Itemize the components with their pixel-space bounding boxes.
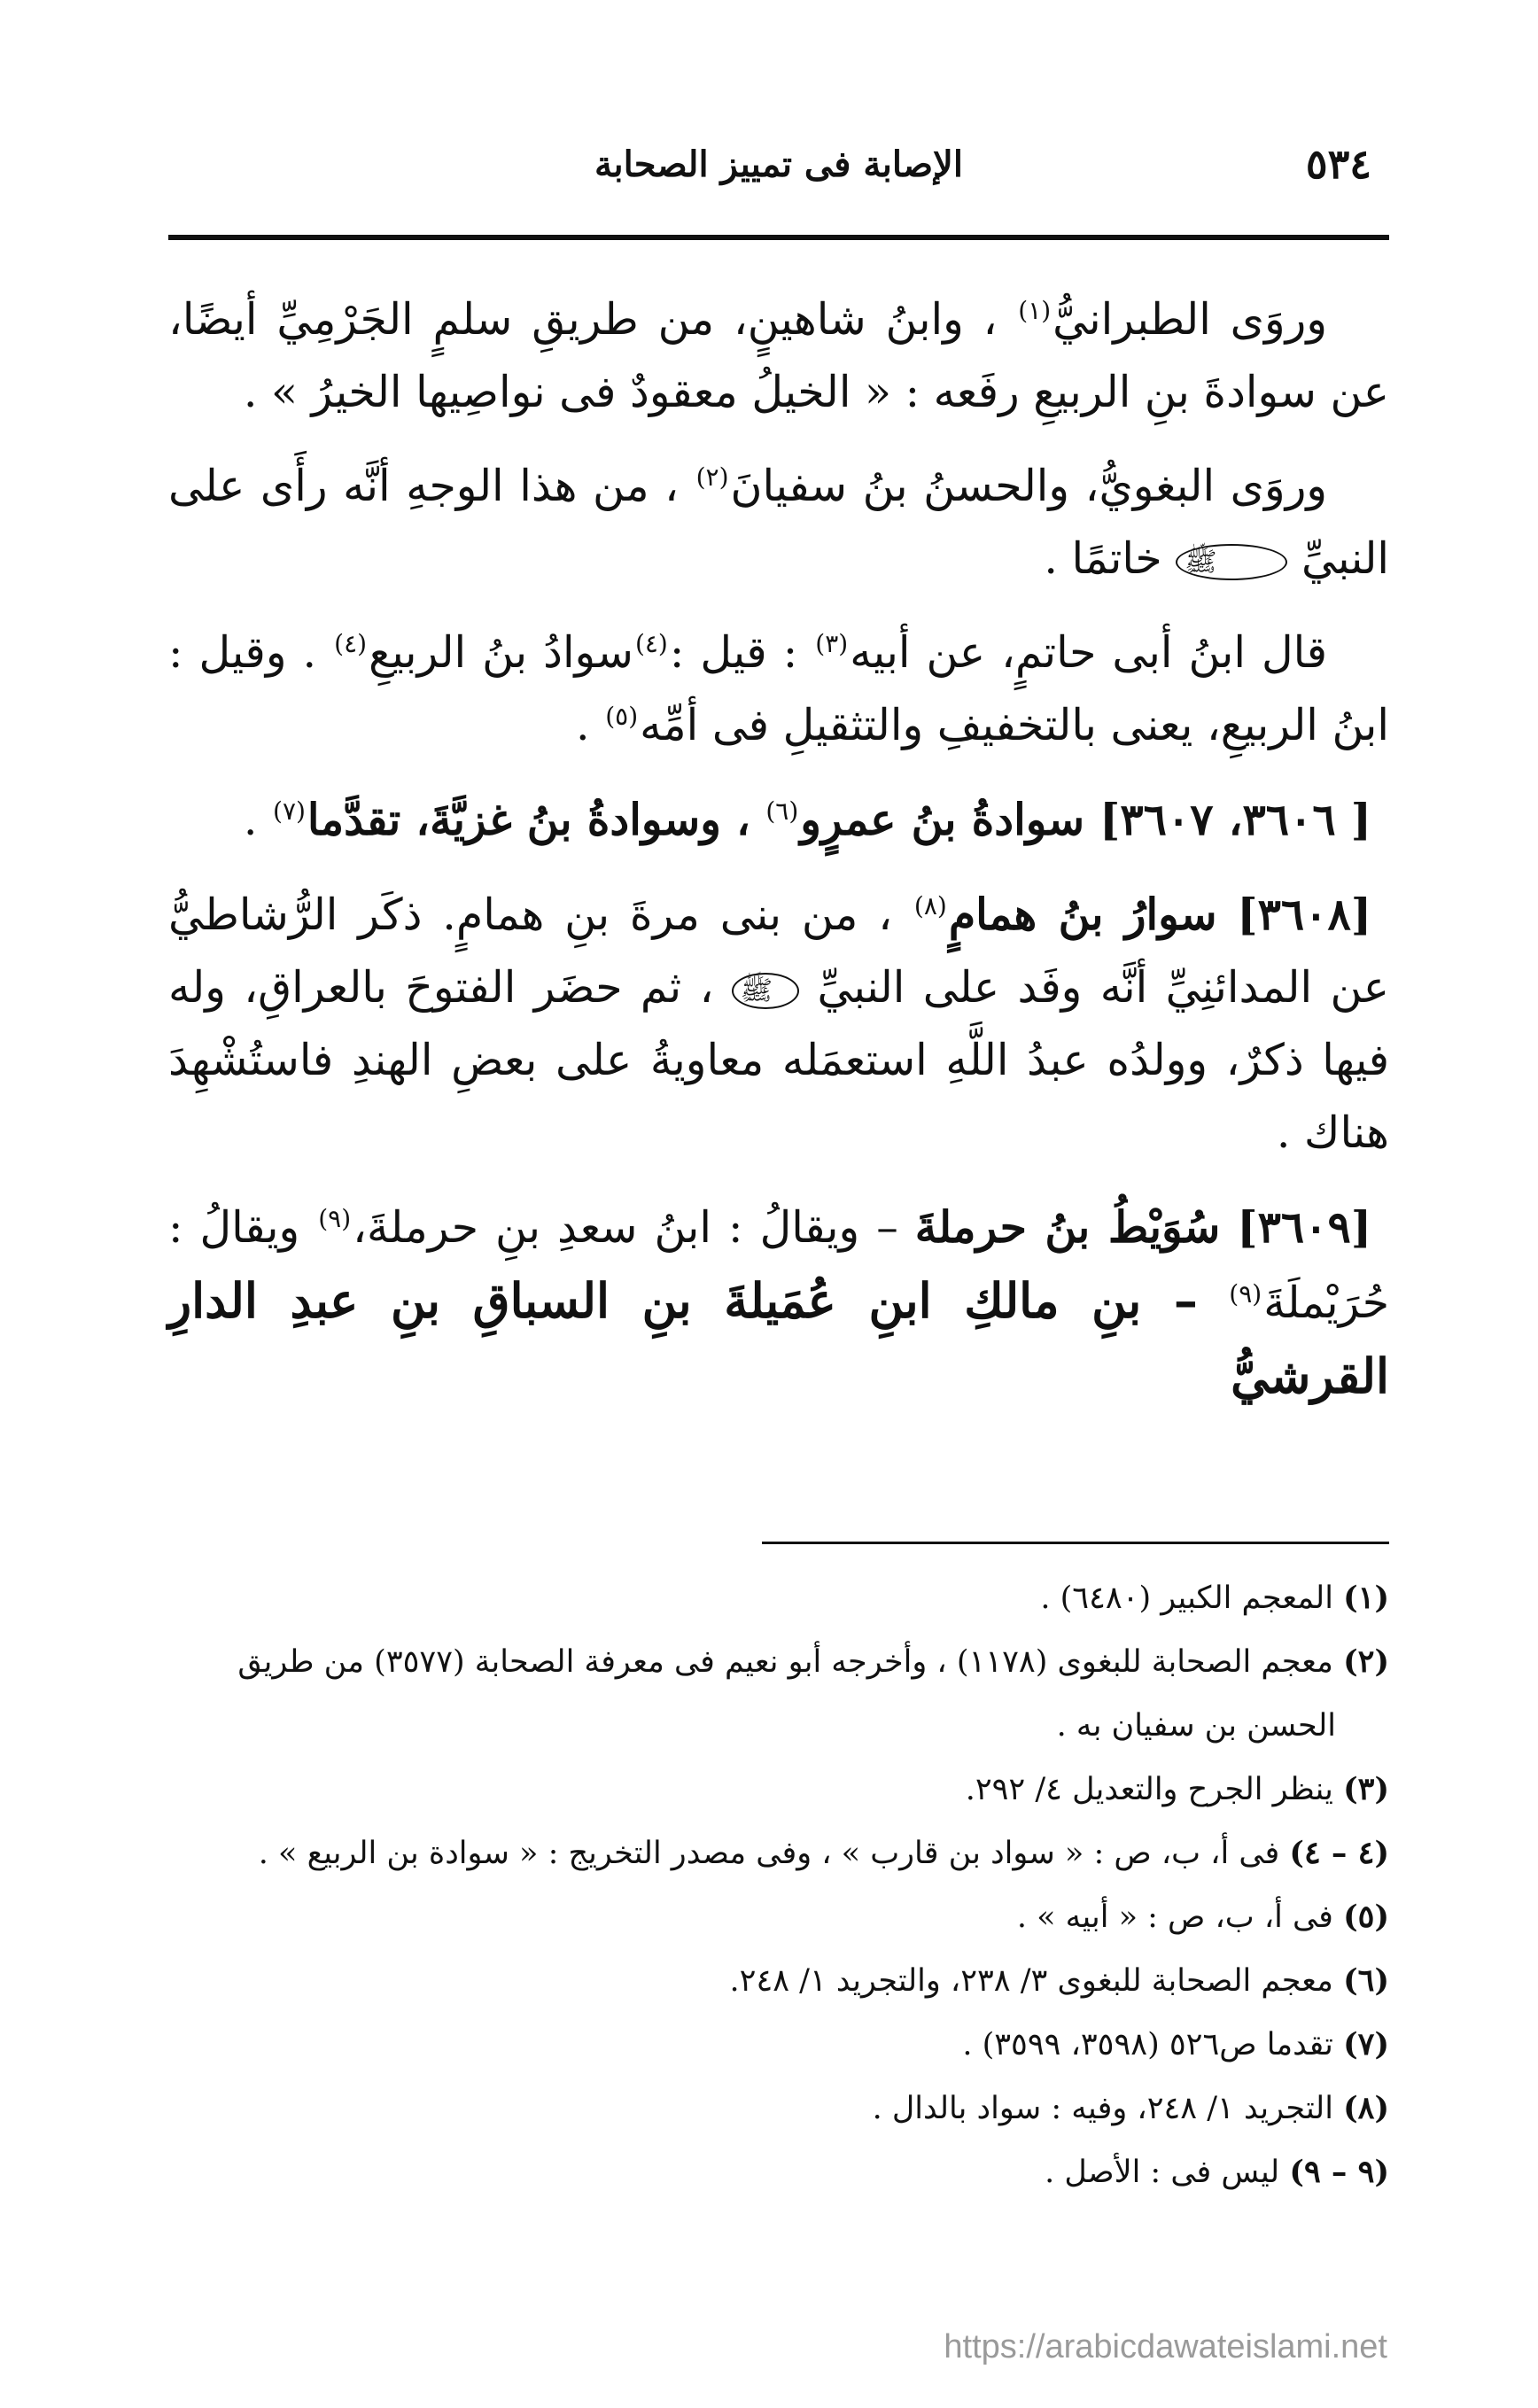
honorific-ligature: ﷺ <box>732 973 799 1009</box>
entry-3609 <box>168 1191 1389 1415</box>
footnote-label: (٥) <box>1343 1899 1389 1935</box>
page-header <box>168 140 1389 193</box>
text-run: وروَى الطبرانيُّ <box>1053 294 1328 345</box>
text-run: سوادُ بنُ الربيعِ <box>369 627 633 678</box>
text-run: قال ابنُ أبى حاتمٍ، عن أبيه <box>850 627 1328 678</box>
source-watermark: https://arabicdawateislami.net <box>944 2328 1387 2365</box>
footnote-text: فى أ، ب، ص : « سواد بن قارب » ، وفى مصدر التخريج : « سوادة بن الربيع » . <box>258 1836 1280 1871</box>
footnote-ref: (٢) <box>695 462 729 492</box>
book-title: الإصابة فى تمييز الصحابة <box>594 144 963 185</box>
text-run: ، من هذا الوجهِ أنَّه رأَى على النبيِّ <box>168 461 1389 584</box>
footnote-6 <box>168 1949 1389 2013</box>
footnote-ref: (٩) <box>1229 1278 1262 1309</box>
text-run: ويقالُ : حُرَيْملَةَ <box>168 1202 1390 1328</box>
paragraph-3 <box>168 617 1389 762</box>
entry-3608 <box>168 878 1389 1169</box>
entry-lineage: – بنِ مالكِ ابنِ عُمَيلةَ بنِ السباقِ بنِ عبدِ الدارِ القرشيُّ <box>168 1272 1389 1404</box>
paragraph-2 <box>168 450 1389 595</box>
main-text <box>168 284 1389 1436</box>
footnote-label: (٣) <box>1343 1771 1389 1807</box>
text-run: ، وابنُ شاهينٍ، من طريقِ سلمٍ الجَرْمِيِّ أيضًا، عن سوادةَ بنِ الربيعِ رفَعه : « الخيلُ معقودٌ فى نواصِيها الخيرُ » . <box>168 294 1389 417</box>
footnote-4 <box>168 1822 1389 1885</box>
footnote-text: التجريد ١/ ٢٤٨، وفيه : سواد بالدال . <box>872 2091 1333 2126</box>
footnote-label: (٢) <box>1343 1643 1389 1680</box>
text-run: . وقيل : ابنُ الربيعِ، يعنى بالتخفيفِ والتثقيلِ فى أمِّه <box>168 627 1389 750</box>
entry-number: [٣٦٠٨] <box>1237 889 1372 940</box>
text-run: – ويقالُ : ابنُ سعدِ بنِ حرملةَ، <box>353 1202 898 1253</box>
footnote-5 <box>168 1885 1389 1949</box>
entry-name: سُوَيْطُ بنُ حرملةَ <box>914 1201 1221 1253</box>
footnote-text: ينظر الجرح والتعديل ٤/ ٢٩٢. <box>965 1772 1333 1807</box>
footnote-ref: (٤) <box>634 628 668 658</box>
footnote-text: المعجم الكبير (٦٤٨٠) . <box>1040 1581 1333 1616</box>
footnote-8 <box>168 2077 1389 2140</box>
text-run: خاتمًا . <box>1044 533 1162 584</box>
footnote-ref: (٩) <box>318 1203 352 1233</box>
footnote-2-continuation <box>168 1694 1389 1758</box>
footnote-2 <box>168 1630 1389 1694</box>
entry-3606-3607 <box>168 783 1389 857</box>
footnote-ref: (٨) <box>913 890 947 920</box>
footnote-text: الحسن بن سفيان به . <box>1056 1708 1336 1744</box>
footnote-label: (٨) <box>1343 2090 1389 2126</box>
footnote-3 <box>168 1758 1389 1822</box>
footnote-text: معجم الصحابة للبغوى (١١٧٨) ، وأخرجه أبو نعيم فى معرفة الصحابة (٣٥٧٧) من طريق <box>237 1644 1333 1680</box>
footnote-label: (٧) <box>1343 2026 1389 2062</box>
footnote-text: تقدما ص٥٢٦ (٣٥٩٨، ٣٥٩٩) . <box>962 2027 1333 2062</box>
footnote-ref: (٣) <box>815 628 849 658</box>
footnote-ref: (١) <box>1018 295 1052 325</box>
entry-name: سوارُ بنُ همامٍ <box>948 889 1217 940</box>
footnote-ref: (٧) <box>273 796 306 826</box>
footnote-rule <box>762 1542 1389 1544</box>
footnote-label: (٦) <box>1343 1962 1389 1999</box>
page-number: ٥٣٤ <box>1305 140 1371 188</box>
text-run: ، ثم حضَر الفتوحَ بالعراقِ، وله فيها ذكرٌ، وولدُه عبدُ اللَّهِ استعمَله معاويةُ على بعضِ الهندِ فاستُشْهِدَ هناك . <box>168 962 1389 1158</box>
honorific-ligature: ﷺ <box>1176 544 1287 580</box>
text-run: . <box>243 795 258 845</box>
footnote-label: (١) <box>1343 1580 1389 1616</box>
entry-heading: ، وسوادةُ بنُ غزيَّةَ، تقدَّما <box>307 794 750 845</box>
entry-heading: [ ٣٦٠٦، ٣٦٠٧] سوادةُ بنُ عمرٍو <box>800 794 1371 845</box>
entry-number: [٣٦٠٩] <box>1237 1201 1372 1253</box>
footnote-text: معجم الصحابة للبغوى ٣/ ٢٣٨، والتجريد ١/ ٢٤٨. <box>729 1963 1333 1999</box>
text-run: وروَى البغويُّ، والحسنُ بنُ سفيانَ <box>730 461 1328 511</box>
footnote-1 <box>168 1566 1389 1630</box>
header-rule <box>168 235 1389 240</box>
footnote-label: (٩ – ٩) <box>1289 2154 1389 2190</box>
footnote-9 <box>168 2140 1389 2204</box>
text-run: : قيل : <box>669 627 798 678</box>
footnote-ref: (٦) <box>765 796 799 826</box>
footnote-7 <box>168 2013 1389 2077</box>
footnote-text: فى أ، ب، ص : « أبيه » . <box>1016 1899 1333 1935</box>
footnotes <box>168 1566 1389 2204</box>
footnote-ref: (٤) <box>334 628 368 658</box>
footnote-label: (٤ – ٤) <box>1289 1835 1389 1871</box>
footnote-ref: (٥) <box>605 701 639 731</box>
paragraph-1 <box>168 284 1389 429</box>
text-run: ، من بنى مرةَ بنِ همامٍ. ذكَر الرُّشاطيُّ عن المدائنِيِّ أنَّه وفَد على النبيِّ <box>168 889 1390 1013</box>
footnote-text: ليس فى : الأصل . <box>1045 2155 1280 2190</box>
text-run: . <box>576 700 590 750</box>
